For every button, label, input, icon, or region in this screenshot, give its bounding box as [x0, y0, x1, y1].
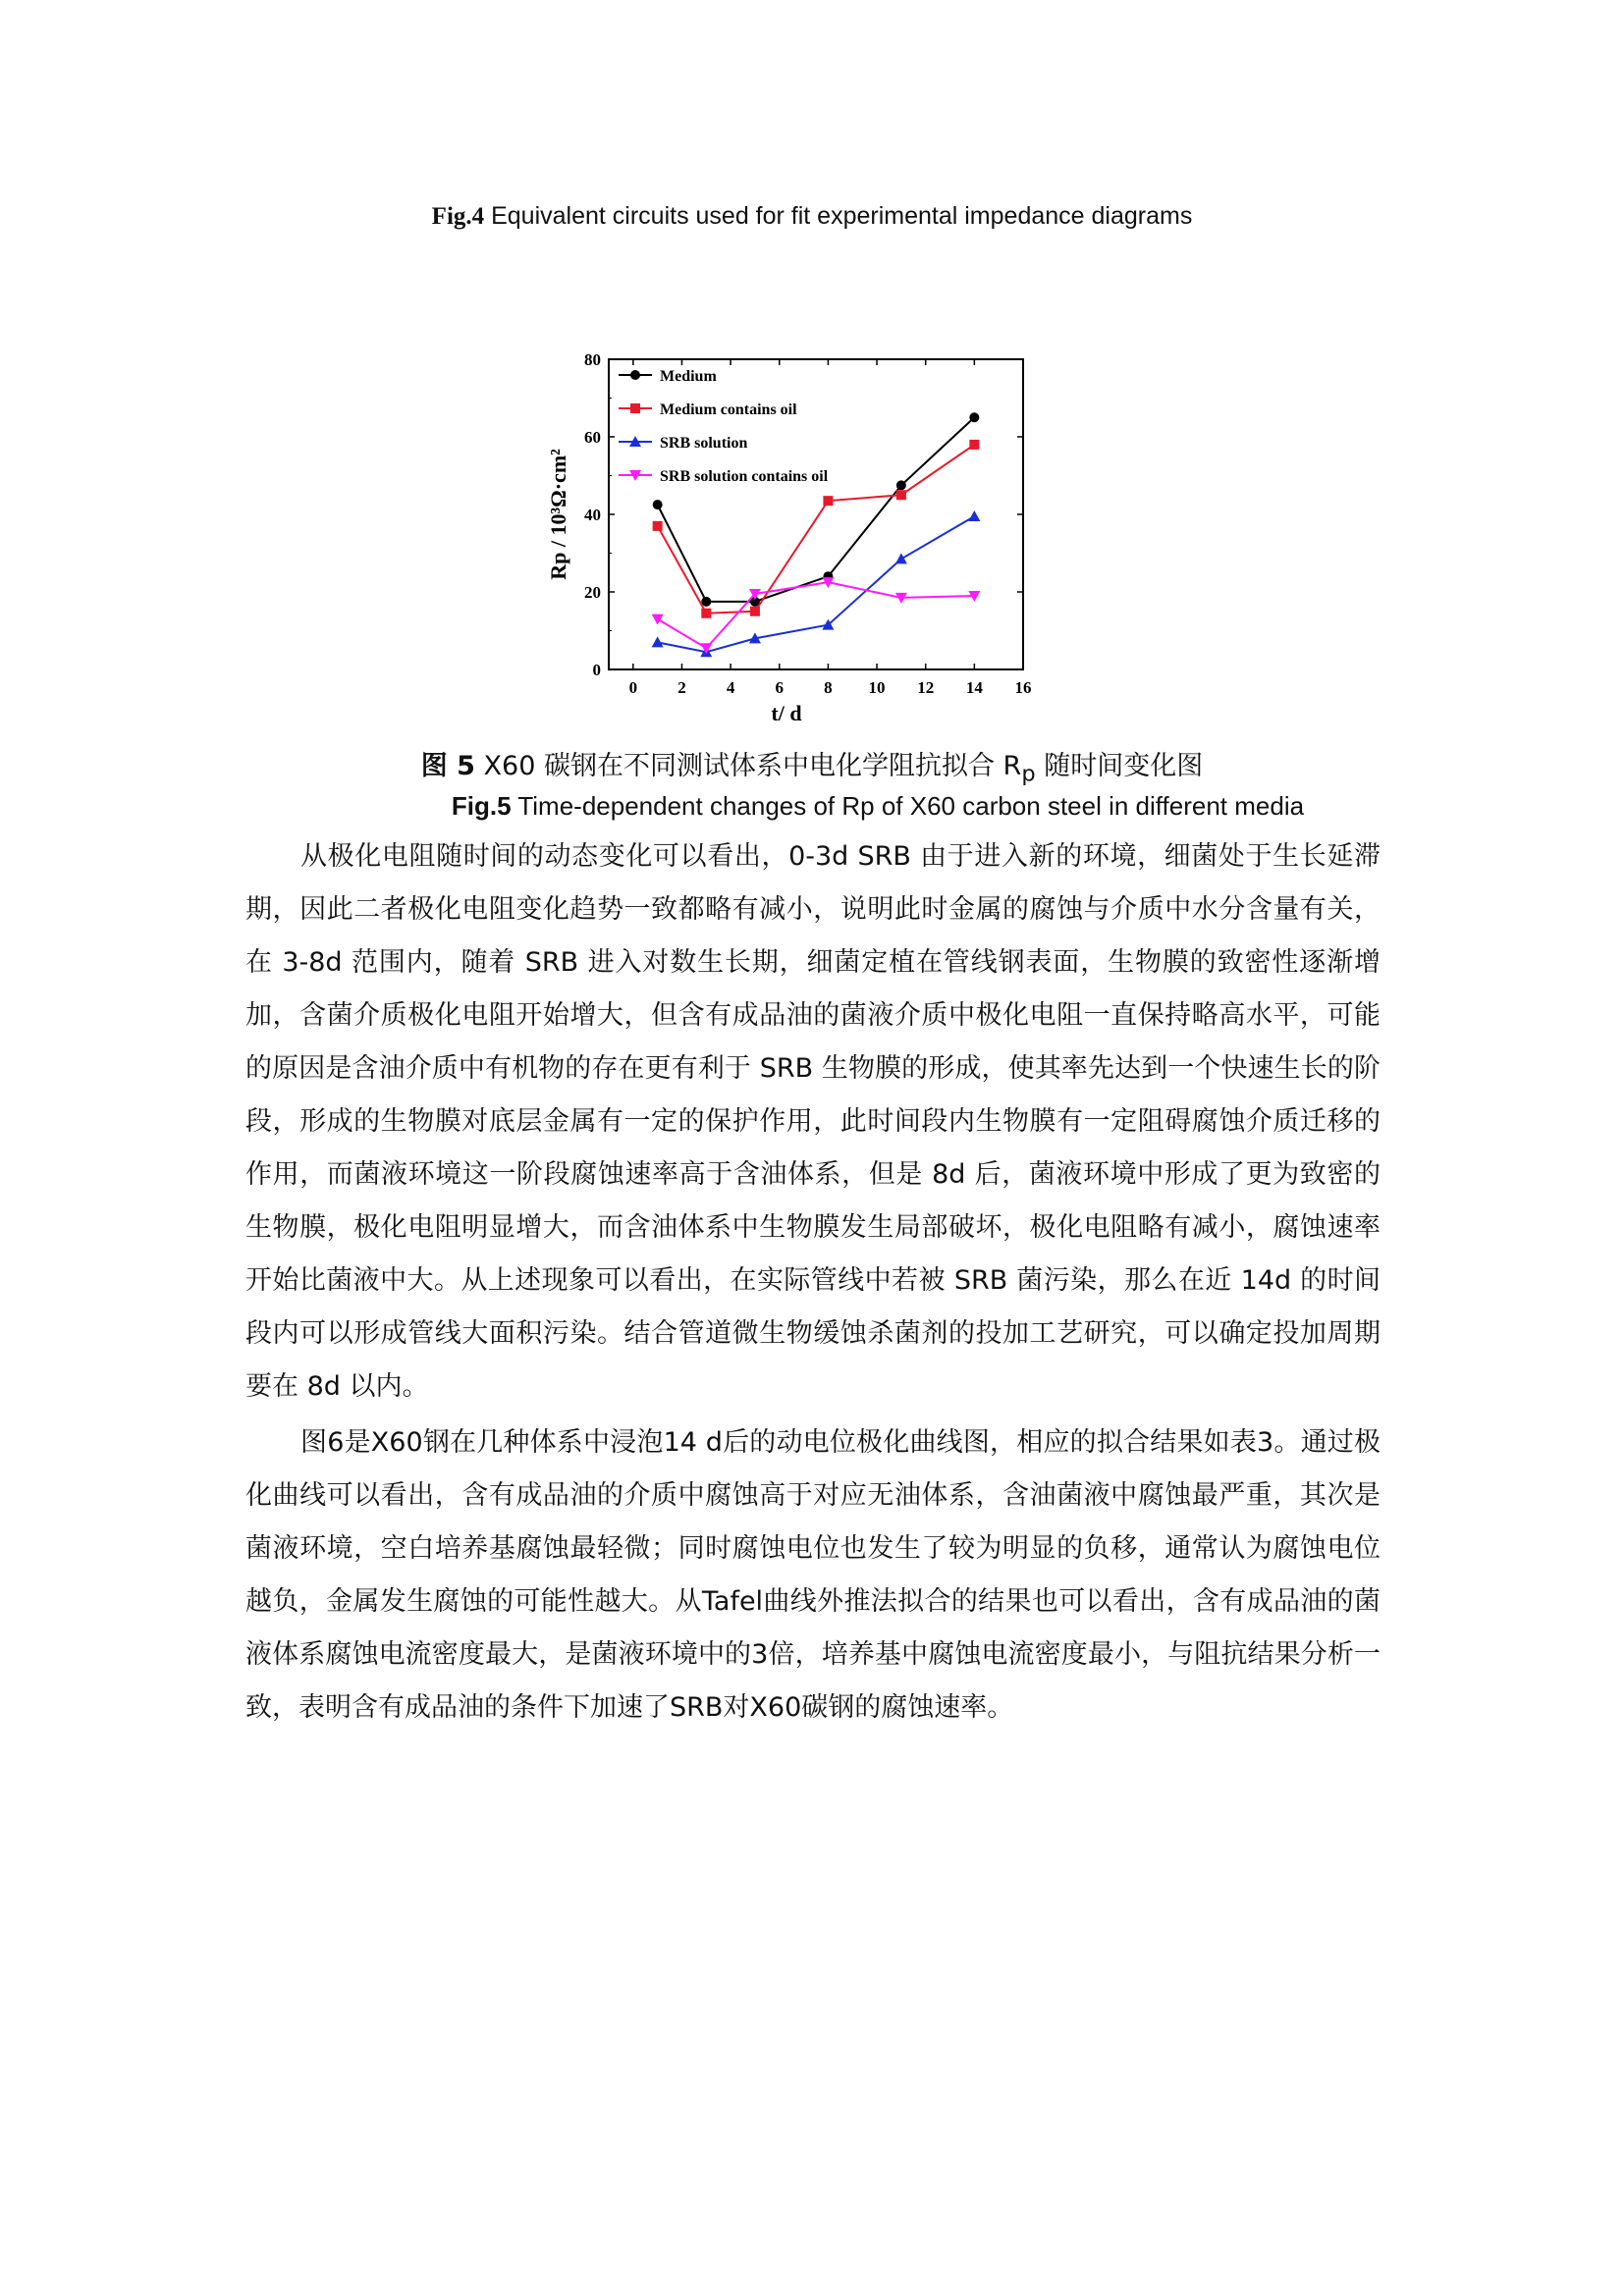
x-tick-label: 0	[628, 678, 638, 697]
y-tick-label: 80	[584, 350, 601, 369]
data-point-1-5	[969, 440, 979, 450]
fig5-en-text: Time-dependent changes of Rp of X60 carbon steel in different media	[511, 791, 1305, 821]
x-tick-label: 10	[868, 678, 886, 697]
legend-marker-1	[630, 403, 640, 413]
fig5-cn-sub: p	[1021, 761, 1036, 787]
data-point-2-0	[652, 636, 664, 647]
legend-marker-0	[630, 370, 640, 380]
paragraph-2-text: 图6是X60钢在几种体系中浸泡14 d后的动电位极化曲线图，相应的拟合结果如表3。通过极化曲线可以看出，含有成品油的介质中腐蚀高于对应无油体系，含油菌液中腐蚀最严重，其次是菌液环境，空白培养基腐蚀最轻微；同时腐蚀电位也发生了较为明显的负移，通常认为腐蚀电位越负，金属发生腐蚀的可能性越大。从Tafel曲线外推法拟合的结果也可以看出，含有成品油的菌液体系腐蚀电流密度最大，是菌液环境中的3倍，培养基中腐蚀电流密度最小，与阻抗结果分析一致，表明含有成品油的条件下加速了SRB对X60碳钢的腐蚀速率。	[245, 1427, 1380, 1723]
x-tick-label: 2	[677, 678, 686, 697]
data-point-2-4	[895, 553, 907, 563]
x-tick-label: 12	[917, 678, 935, 697]
y-tick-label: 0	[592, 661, 601, 679]
data-point-3-0	[652, 614, 664, 625]
paragraph-1-text: 从极化电阻随时间的动态变化可以看出，0-3d SRB 由于进入新的环境，细菌处于生长延滞期，因此二者极化电阻变化趋势一致都略有减小，说明此时金属的腐蚀与介质中水分含量有关，在 3-8d 范围内，随着 SRB 进入对数生长期，细菌定植在管线钢表面，生物膜的致密性逐渐增加，含菌介质极化电阻开始增大，但含有成品油的菌液介质中极化电阻一直保持略高水平，可能的原因是含油介质中有机物的存在更有利于 SRB 生物膜的形成，使其率先达到一个快速生长的阶段，形成的生物膜对底层金属有一定的保护作用，此时间段内生物膜有一定阻碍腐蚀介质迁移的作用，而菌液环境这一阶段腐蚀速率高于含油体系，但是 8d 后，菌液环境中形成了更为致密的生物膜，极化电阻明显增大，而含油体系中生物膜发生局部破坏，极化电阻略有减小，腐蚀速率开始比菌液中大。从上述现象可以看出，在实际管线中若被 SRB 菌污染，那么在近 14d 的时间段内可以形成管线大面积污染。结合管道微生物缓蚀杀菌剂的投加工艺研究，可以确定投加周期要在 8d 以内。	[245, 841, 1380, 1402]
fig5-cn-tail: 随时间变化图	[1035, 751, 1204, 781]
fig4-caption	[0, 202, 1624, 231]
data-point-2-5	[968, 510, 980, 521]
paragraph-2	[245, 1416, 1380, 1735]
x-tick-label: 6	[775, 678, 785, 697]
paragraph-1	[245, 830, 1380, 1414]
data-point-1-0	[653, 521, 663, 531]
data-point-1-4	[896, 490, 906, 500]
data-point-3-1	[700, 643, 712, 654]
data-point-0-0	[653, 500, 663, 509]
data-point-0-1	[701, 597, 711, 607]
legend-label-1: Medium contains oil	[660, 401, 797, 418]
rp-time-chart	[530, 344, 1051, 736]
x-tick-label: 16	[1014, 678, 1032, 697]
data-point-1-2	[750, 607, 760, 616]
fig4-label: Fig.4	[431, 203, 485, 230]
x-tick-label: 4	[726, 678, 735, 697]
y-tick-label: 40	[584, 506, 601, 524]
y-tick-label: 20	[584, 583, 601, 602]
x-axis-label: t/ d	[771, 701, 802, 725]
legend-label-0: Medium	[660, 368, 717, 385]
legend-label-3: SRB solution contains oil	[660, 468, 829, 485]
fig5-en-label: Fig.5	[451, 791, 512, 821]
x-tick-label: 8	[824, 678, 833, 697]
fig5-cn-label: 图 5	[420, 751, 475, 781]
x-tick-label: 14	[965, 678, 983, 697]
fig5-caption-en	[66, 791, 1624, 822]
y-tick-label: 60	[584, 428, 601, 447]
data-point-0-5	[969, 412, 979, 422]
y-axis-label: Rp / 10³Ω·cm²	[546, 449, 570, 580]
fig5-caption-cn	[0, 744, 1624, 786]
data-point-0-4	[896, 480, 906, 490]
fig5-cn-text: X60 碳钢在不同测试体系中电化学阻抗拟合 R	[474, 751, 1022, 781]
data-point-1-1	[701, 609, 711, 618]
data-point-1-3	[823, 496, 833, 506]
legend-label-2: SRB solution	[660, 435, 748, 452]
fig4-text: Equivalent circuits used for fit experimental impedance diagrams	[484, 202, 1193, 230]
